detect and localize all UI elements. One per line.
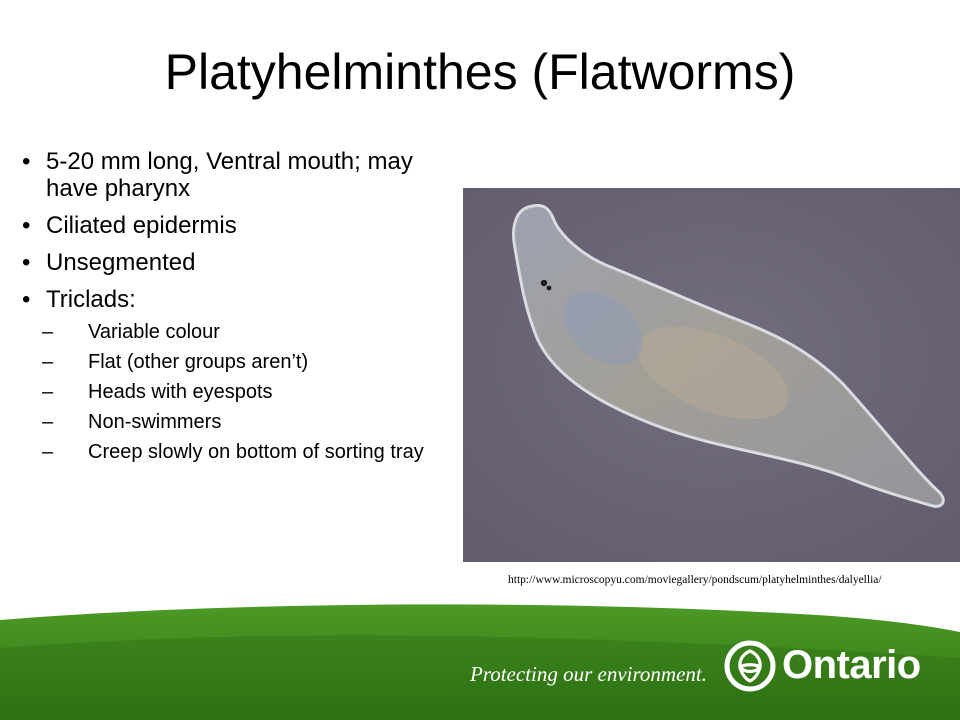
sub-bullet-text: Creep slowly on bottom of sorting tray [88, 441, 424, 463]
ontario-trillium-logo-icon [724, 640, 776, 692]
sub-bullet-item [42, 381, 442, 404]
slide-title: Platyhelminthes (Flatworms) [164, 44, 796, 100]
sub-bullet-item [42, 351, 442, 374]
bullet-glyph: • [22, 212, 31, 239]
bullet-item [22, 148, 442, 202]
dash-glyph: – [42, 321, 54, 343]
bullet-glyph: • [22, 286, 31, 313]
dash-glyph: – [42, 381, 54, 403]
sub-bullet-text: Flat (other groups aren’t) [88, 351, 309, 373]
bullet-list [22, 148, 442, 474]
sub-bullet-item [42, 321, 442, 344]
bullet-text: Triclads: [46, 286, 136, 313]
sub-bullet-text: Variable colour [88, 321, 220, 343]
bullet-item [22, 249, 442, 276]
dash-glyph: – [42, 441, 54, 463]
ontario-brand-text: Ontario [782, 643, 921, 687]
sub-bullet-item [42, 441, 442, 464]
sub-bullet-list [42, 321, 442, 464]
bullet-text: 5-20 mm long, Ventral mouth; may have pharynx [46, 148, 413, 202]
bullet-item [22, 212, 442, 239]
footer-tagline: Protecting our environment. [470, 662, 707, 686]
sub-bullet-item [42, 411, 442, 434]
sub-bullet-text: Heads with eyespots [88, 381, 273, 403]
bullet-item [22, 286, 442, 464]
bullet-text: Unsegmented [46, 249, 196, 276]
photo-credit-url: http://www.microscopyu.com/moviegallery/pondscum/platyhelminthes/dalyellia/ [508, 574, 882, 586]
sub-bullet-text: Non-swimmers [88, 411, 222, 433]
flatworm-micrograph-image [463, 188, 960, 562]
dash-glyph: – [42, 411, 54, 433]
dash-glyph: – [42, 351, 54, 373]
bullet-glyph: • [22, 148, 31, 175]
bullet-text: Ciliated epidermis [46, 212, 237, 239]
bullet-glyph: • [22, 249, 31, 276]
